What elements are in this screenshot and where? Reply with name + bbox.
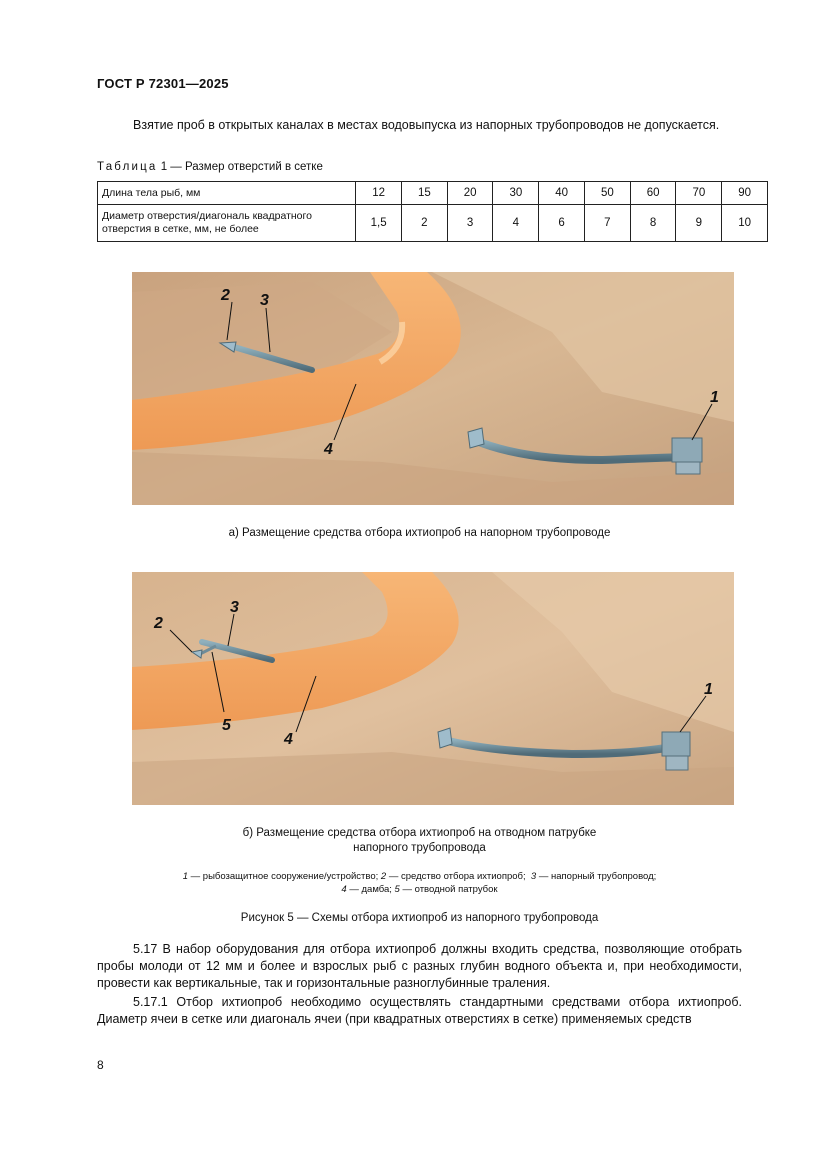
legend-text: — средство отбора ихтиопроб; [386,871,529,882]
legend-num: 5 [394,884,400,895]
legend-text: — дамба; [346,884,395,895]
legend-num: 1 [182,871,189,882]
table-row-label: Длина тела рыб, мм [98,182,356,205]
figure-title: Рисунок 5 — Схемы отбора ихтиопроб из напорного трубопровода [240,912,599,924]
table-cell: 9 [676,205,722,242]
callout-1: 1 [710,389,719,406]
fish-protection-device-base [676,462,700,474]
callout-2: 2 [154,615,163,632]
document-header: ГОСТ Р 72301—2025 [97,76,229,91]
table-row-hole-diameter [98,205,768,242]
callout-2: 2 [221,287,230,304]
table-cell: 7 [584,205,630,242]
table-caption-text: 1 — Размер отверстий в сетке [157,161,323,173]
table-cell: 2 [401,205,447,242]
table-cell: 20 [447,182,493,205]
table-row-fish-length [98,182,768,205]
legend-text: — отводной патрубок [399,884,498,895]
table-cell: 4 [493,205,539,242]
table-row-label: Диаметр отверстия/диагональ квадратного отверстия в сетке, мм, не более [98,205,356,242]
callout-4: 4 [284,731,293,748]
figure-b-caption [97,826,742,856]
fish-protection-device-base [666,756,688,770]
fish-protection-device [662,732,690,756]
paragraph-5-17: 5.17 В набор оборудования для отбора ихтиопроб должны входить средства, позволяющие отобрать пробы молоди от 12 мм и более и взрослых рыб с разных глубин водного объекта и, при необходимости, провести как вертикальные, так и горизонтальные разноглубинные траления. [97,942,742,990]
figure-a-illustration [132,272,734,505]
sieve-size-table [97,181,768,242]
table-cell: 70 [676,182,722,205]
table-cell: 1,5 [356,205,402,242]
fish-protection-device [672,438,702,462]
callout-5: 5 [222,717,231,734]
pipe-inlet [468,428,484,448]
legend-num: 2 [380,871,387,882]
figure-legend [97,870,742,896]
table-cell: 8 [630,205,676,242]
table-cell: 90 [722,182,768,205]
legend-num: 4 [341,884,347,895]
table-caption [97,161,323,173]
legend-num: 3 [530,871,537,882]
table-caption-prefix: Таблица [97,161,158,173]
legend-text: — рыбозащитное сооружение/устройство; [188,871,381,882]
pipe-inlet [438,728,452,748]
paragraph-5-17-1: 5.17.1 Отбор ихтиопроб необходимо осуществлять стандартными средствами отбора ихтиопроб. Диаметр ячеи в сетке или диагональ ячеи (при квадратных отверстиях в сетке) применяемых средств [97,995,742,1026]
table-cell: 15 [401,182,447,205]
table-cell: 3 [447,205,493,242]
table-cell: 50 [584,182,630,205]
legend-text: — напорный трубопровод; [536,871,657,882]
figure-b-caption-line1: б) Размещение средства отбора ихтиопроб на отводном патрубке [242,827,597,839]
page-number: 8 [97,1058,104,1072]
table-cell: 12 [356,182,402,205]
legend-line1 [97,870,742,883]
table-cell: 40 [539,182,585,205]
table-cell: 30 [493,182,539,205]
callout-3: 3 [260,292,269,309]
figure-b-caption-line2: напорного трубопровода [353,842,486,854]
figure-a-caption: а) Размещение средства отбора ихтиопроб на напорном трубопроводе [228,527,611,539]
figure-b-illustration [132,572,734,805]
intro-paragraph: Взятие проб в открытых каналах в местах водовыпуска из напорных трубопроводов не допускается. [133,118,720,132]
legend-line2 [97,883,742,896]
callout-3: 3 [230,599,239,616]
callout-1: 1 [704,681,713,698]
table-cell: 6 [539,205,585,242]
table-cell: 60 [630,182,676,205]
table-cell: 10 [722,205,768,242]
callout-4: 4 [324,441,333,458]
